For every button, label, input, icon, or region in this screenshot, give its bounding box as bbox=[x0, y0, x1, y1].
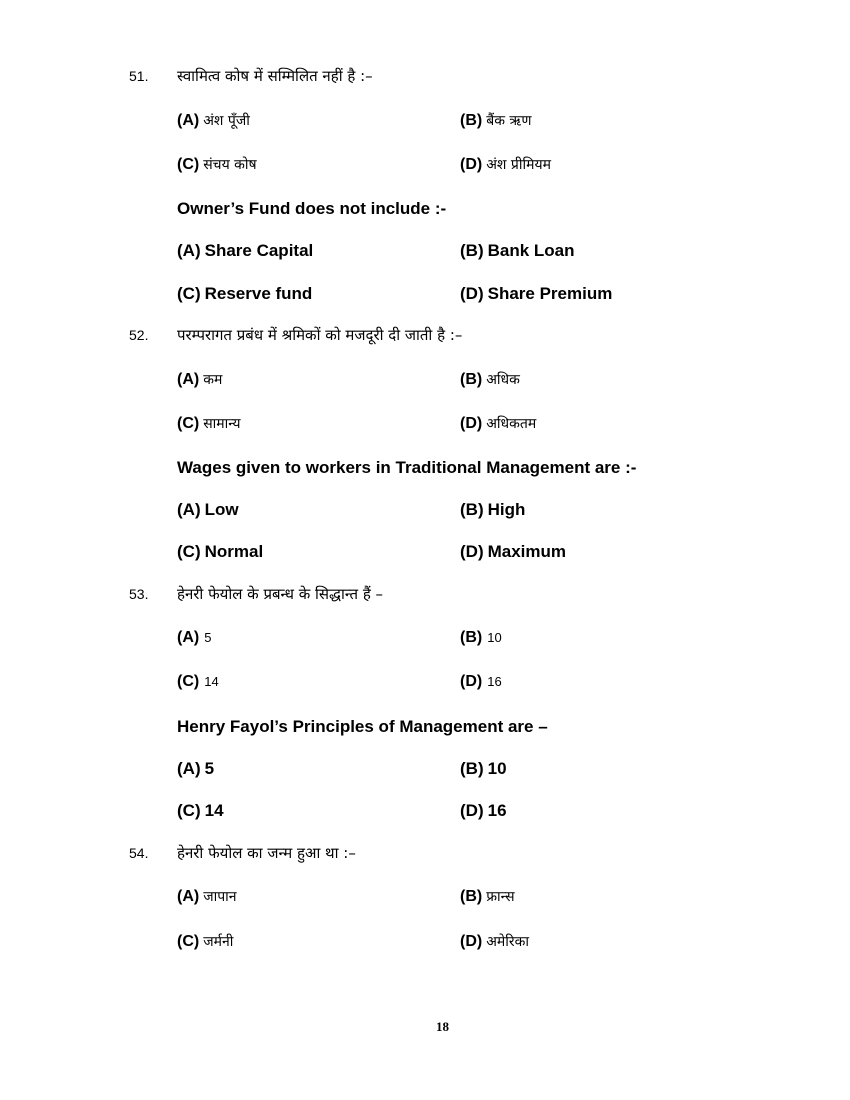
option-a-hindi: (A) अंश पूँजी bbox=[177, 112, 250, 129]
option-d-english: (D) Maximum bbox=[460, 542, 567, 561]
option-a-english: (A) 5 bbox=[177, 759, 215, 778]
option-a-hindi: (A) 5 bbox=[177, 629, 212, 646]
question-number: 51. bbox=[129, 68, 149, 84]
question-text-english: Wages given to workers in Traditional Management are :- bbox=[177, 458, 637, 477]
question-text-hindi: परम्परागत प्रबंध में श्रमिकों को मजदूरी दी जाती है :– bbox=[177, 326, 463, 344]
option-d-english: (D) 16 bbox=[460, 801, 507, 820]
question-text-hindi: हेनरी फेयोल का जन्म हुआ था :– bbox=[177, 844, 356, 862]
question-text-english: Owner’s Fund does not include :- bbox=[177, 199, 447, 218]
page-number: 18 bbox=[436, 1019, 449, 1034]
option-c-hindi: (C) जर्मनी bbox=[177, 933, 234, 950]
question-text-hindi: हेनरी फेयोल के प्रबन्ध के सिद्धान्त हैं – bbox=[177, 585, 384, 603]
question-text-hindi: स्वामित्व कोष में सम्मिलित नहीं है :– bbox=[177, 67, 373, 85]
option-c-english: (C) Reserve fund bbox=[177, 284, 313, 303]
option-b-english: (B) High bbox=[460, 500, 526, 519]
question-text-english: Henry Fayol’s Principles of Management are – bbox=[177, 717, 548, 736]
option-b-english: (B) 10 bbox=[460, 759, 507, 778]
option-b-hindi: (B) 10 bbox=[460, 629, 502, 646]
option-d-hindi: (D) 16 bbox=[460, 673, 502, 690]
question-number: 54. bbox=[129, 845, 149, 861]
option-d-english: (D) Share Premium bbox=[460, 284, 613, 303]
option-c-english: (C) Normal bbox=[177, 542, 264, 561]
option-b-hindi: (B) बैंक ऋण bbox=[460, 112, 532, 129]
question-number: 52. bbox=[129, 327, 149, 343]
option-d-hindi: (D) अंश प्रीमियम bbox=[460, 156, 551, 173]
question-number: 53. bbox=[129, 586, 149, 602]
option-c-hindi: (C) 14 bbox=[177, 673, 219, 690]
option-a-hindi: (A) जापान bbox=[177, 888, 237, 905]
option-a-hindi: (A) कम bbox=[177, 371, 223, 388]
option-c-hindi: (C) संचय कोष bbox=[177, 156, 257, 173]
option-a-english: (A) Low bbox=[177, 500, 239, 519]
option-b-english: (B) Bank Loan bbox=[460, 241, 575, 260]
option-a-english: (A) Share Capital bbox=[177, 241, 314, 260]
option-c-english: (C) 14 bbox=[177, 801, 224, 820]
option-d-hindi: (D) अधिकतम bbox=[460, 415, 537, 432]
option-b-hindi: (B) अधिक bbox=[460, 371, 520, 388]
option-c-hindi: (C) सामान्य bbox=[177, 415, 241, 432]
option-b-hindi: (B) फ्रान्स bbox=[460, 888, 515, 905]
option-d-hindi: (D) अमेरिका bbox=[460, 933, 530, 950]
